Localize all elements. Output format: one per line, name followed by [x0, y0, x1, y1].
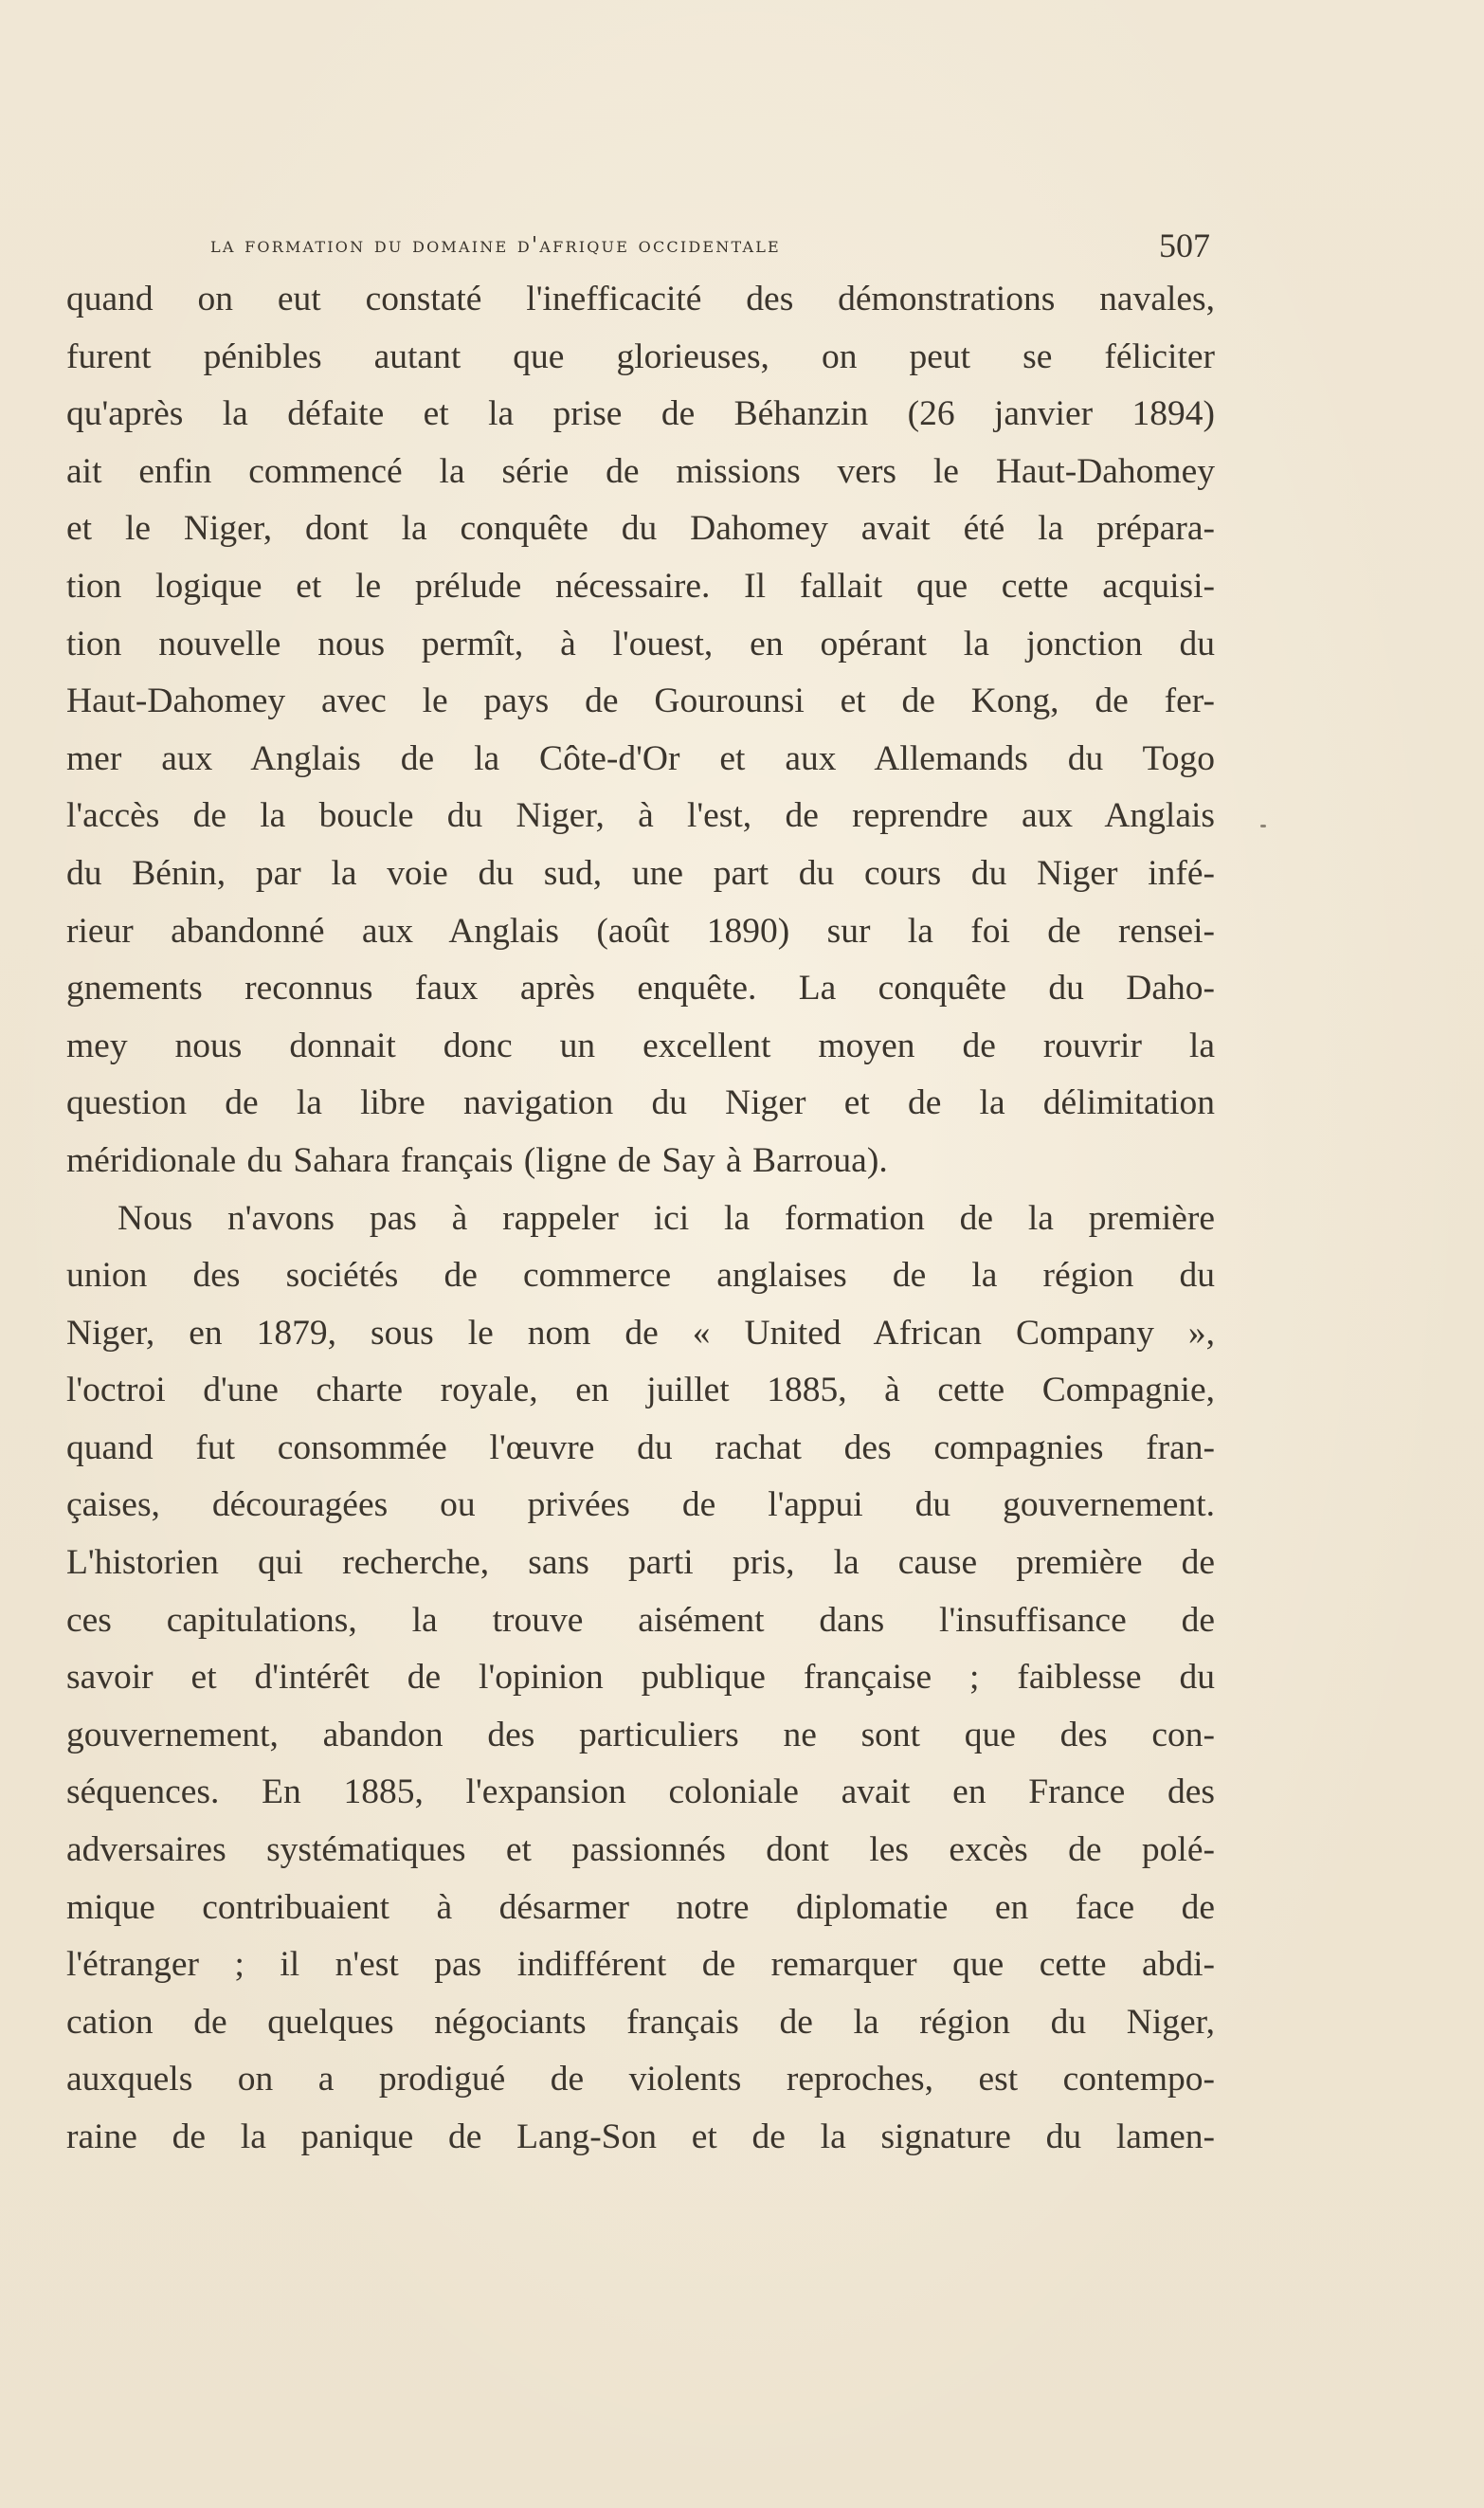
text-line: l'octroi d'une charte royale, en juillet 1885, à cette Compagnie,	[66, 1371, 1215, 1410]
text-line: tion logique et le prélude nécessaire. Il fallait que cette acquisi-	[66, 566, 1215, 606]
text-line: adversaires systématiques et passionnés dont les excès de polé-	[66, 1830, 1215, 1870]
text-line: gnements reconnus faux après enquête. La conquête du Daho-	[66, 969, 1215, 1009]
body-text	[66, 271, 1215, 2167]
running-title: la formation du domaine d'afrique occidentale	[210, 233, 781, 258]
text-line: l'étranger ; il n'est pas indifférent de remarquer que cette abdi-	[66, 1945, 1215, 1985]
text-line: raine de la panique de Lang-Son et de la signature du lamen-	[66, 2117, 1215, 2156]
text-line: et le Niger, dont la conquête du Dahomey avait été la prépara-	[66, 509, 1215, 549]
text-line: Niger, en 1879, sous le nom de « United African Company »,	[66, 1313, 1215, 1353]
text-line: L'historien qui recherche, sans parti pris, la cause première de	[66, 1543, 1215, 1583]
text-line: gouvernement, abandon des particuliers ne sont que des con-	[66, 1715, 1215, 1754]
text-line: tion nouvelle nous permît, à l'ouest, en opérant la jonction du	[66, 624, 1215, 663]
text-line: l'accès de la boucle du Niger, à l'est, de reprendre aux Anglais	[66, 796, 1215, 836]
running-header	[210, 226, 1210, 264]
paragraph-first-line: Nous n'avons pas à rappeler ici la formation de la première	[118, 1198, 1215, 1238]
text-line: savoir et d'intérêt de l'opinion publique française ; faiblesse du	[66, 1658, 1215, 1698]
text-line: auxquels on a prodigué de violents reproches, est contempo-	[66, 2060, 1215, 2099]
text-line: quand on eut constaté l'inefficacité des démonstrations navales,	[66, 280, 1215, 318]
text-line: Haut-Dahomey avec le pays de Gourounsi et de Kong, de fer-	[66, 682, 1215, 721]
page-number: 507	[1159, 227, 1210, 264]
text-line: quand fut consommée l'œuvre du rachat des compagnies fran-	[66, 1427, 1215, 1467]
text-line: mey nous donnait donc un excellent moyen de rouvrir la	[66, 1026, 1215, 1065]
text-line: mique contribuaient à désarmer notre diplomatie en face de	[66, 1887, 1215, 1927]
text-line: furent pénibles autant que glorieuses, on peut se féliciter	[66, 336, 1215, 376]
text-line: ait enfin commencé la série de missions vers le Haut-Dahomey	[66, 451, 1215, 491]
text-line: du Bénin, par la voie du sud, une part du cours du Niger infé-	[66, 853, 1215, 893]
text-line: rieur abandonné aux Anglais (août 1890) sur la foi de rensei-	[66, 911, 1215, 951]
text-line: cation de quelques négociants français de la région du Niger,	[66, 2002, 1215, 2042]
paper-speck	[1260, 825, 1266, 827]
text-line: mer aux Anglais de la Côte-d'Or et aux Allemands du Togo	[66, 738, 1215, 778]
paragraph-last-line: méridionale du Sahara français (ligne de Say à Barroua).	[66, 1140, 888, 1180]
text-line: çaises, découragées ou privées de l'appui du gouvernement.	[66, 1485, 1215, 1525]
text-line: séquences. En 1885, l'expansion coloniale avait en France des	[66, 1772, 1215, 1812]
text-line: ces capitulations, la trouve aisément dans l'insuffisance de	[66, 1600, 1215, 1640]
text-line: union des sociétés de commerce anglaises de la région du	[66, 1256, 1215, 1296]
text-line: qu'après la défaite et la prise de Béhanzin (26 janvier 1894)	[66, 394, 1215, 434]
text-line: question de la libre navigation du Niger et de la délimitation	[66, 1083, 1215, 1123]
